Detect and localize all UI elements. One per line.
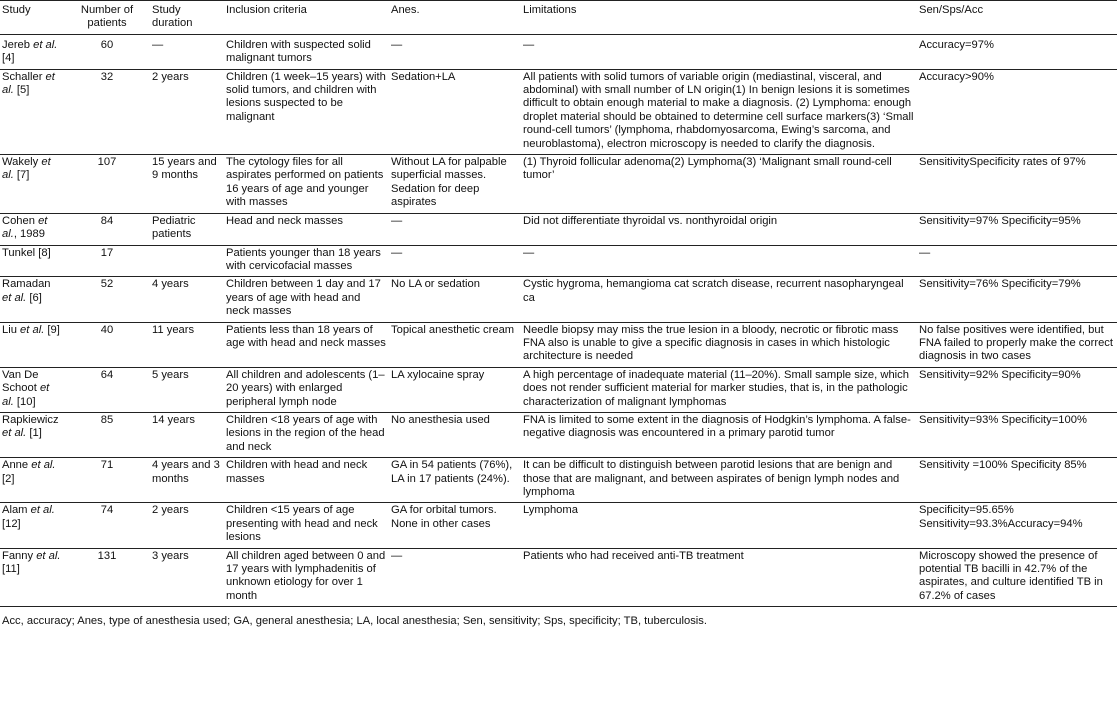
cell-sen: Sensitivity=76% Specificity=79%	[919, 278, 1081, 291]
cell-duration: 5 years	[152, 368, 189, 381]
study-ref: [8]	[35, 246, 51, 259]
study-etal: et al.	[2, 156, 51, 182]
study-ref: [2]	[2, 472, 15, 485]
cell-study	[0, 69, 64, 154]
table-header	[0, 1, 1117, 35]
cell-duration: 14 years	[152, 413, 195, 426]
study-ref: [9]	[44, 323, 60, 336]
study-ref: [12]	[2, 517, 21, 530]
cell-sen: Specificity=95.65% Sensitivity=93.3%Accuracy=94%	[919, 504, 1083, 530]
cell-anes: Topical anesthetic cream	[391, 323, 515, 336]
study-author: Wakely	[2, 156, 39, 169]
table-row	[0, 458, 1117, 503]
cell-sen: Accuracy=97%	[919, 38, 994, 51]
header-row	[0, 1, 1117, 35]
cell-patients: 71	[100, 459, 114, 472]
cell-inclusion: Patients less than 18 years of age with head and neck masses	[226, 323, 386, 349]
cell-sen: Sensitivity =100% Specificity 85%	[919, 459, 1087, 472]
header-limitations: Limitations	[523, 4, 577, 16]
study-ref: [10]	[13, 395, 36, 408]
cell-inclusion: Children <18 years of age with lesions in the region of the head and neck	[226, 413, 385, 453]
cell-study	[0, 458, 64, 503]
study-etal: et al.	[2, 214, 48, 241]
cell-limitations: Did not differentiate thyroidal vs. nonthyroidal origin	[523, 214, 778, 227]
study-ref: [1]	[26, 427, 42, 440]
study-ref: [4]	[2, 52, 15, 65]
cell-inclusion: Children <15 years of age presenting with head and neck lesions	[226, 504, 378, 544]
cell-sen: Sensitivity=97% Specificity=95%	[919, 214, 1081, 227]
cell-inclusion: Children (1 week–15 years) with solid tumors, and children with lesions suspected to be malignant	[226, 70, 386, 123]
cell-anes: No anesthesia used	[391, 413, 490, 426]
cell-duration: 4 years	[152, 278, 189, 291]
study-etal: et al.	[33, 38, 58, 51]
study-etal: et al.	[20, 323, 45, 336]
cell-patients: 40	[100, 323, 114, 336]
cell-duration: 2 years	[152, 504, 189, 517]
cell-anes: —	[391, 246, 403, 259]
cell-sen: Sensitivity=93% Specificity=100%	[919, 413, 1087, 426]
cell-sen: Accuracy>90%	[919, 70, 994, 83]
cell-anes: LA xylocaine spray	[391, 368, 485, 381]
cell-limitations: —	[523, 38, 535, 51]
cell-sen: Microscopy showed the presence of potential TB bacilli in 42.7% of the aspirates, and culture identified TB in 67.2% of cases	[919, 549, 1103, 602]
study-etal: et al.	[36, 549, 61, 562]
study-author: Tunkel	[2, 246, 36, 259]
cell-patients: 64	[100, 368, 114, 381]
cell-patients: 107	[97, 156, 117, 169]
cell-anes: —	[391, 38, 403, 51]
table-row	[0, 34, 1117, 69]
study-author: Van De Schoot	[2, 368, 39, 395]
cell-limitations: A high percentage of inadequate material (11–20%). Small sample size, which does not render sufficient material for marker studies, that is, in the pathologic characterization of malignant lymphomas	[523, 368, 909, 408]
cell-duration: 11 years	[152, 323, 195, 336]
header-sen: Sen/Sps/Acc	[919, 4, 984, 16]
cell-inclusion: Patients younger than 18 years with cervicofacial masses	[226, 246, 381, 272]
cell-anes: No LA or sedation	[391, 278, 480, 291]
cell-inclusion: Children with head and neck masses	[226, 459, 368, 485]
cell-study	[0, 412, 64, 457]
cell-duration: —	[152, 38, 164, 51]
cell-patients: 84	[100, 214, 114, 227]
table-row	[0, 213, 1117, 245]
study-etal: et al.	[2, 427, 27, 440]
study-author: Schaller	[2, 70, 43, 83]
cell-study	[0, 548, 64, 607]
table-row	[0, 277, 1117, 322]
table-row	[0, 245, 1117, 277]
table-body	[0, 34, 1117, 606]
header-patients: Number of patients	[80, 4, 134, 30]
study-etal: et al.	[2, 291, 27, 304]
cell-inclusion: All children and adolescents (1–20 years) with enlarged peripheral lymph node	[226, 368, 385, 408]
cell-limitations: It can be difficult to distinguish between parotid lesions that are benign and those that are malignant, and between aspirates of benign lymph nodes and lymphoma	[523, 459, 900, 498]
cell-anes: GA for orbital tumors. None in other cases	[391, 504, 497, 530]
cell-study	[0, 245, 64, 277]
cell-study	[0, 155, 64, 214]
cell-limitations: Patients who had received anti-TB treatment	[523, 549, 744, 562]
study-ref: [5]	[13, 84, 30, 97]
cell-duration: 3 years	[152, 549, 189, 562]
cell-patients: 60	[100, 38, 114, 51]
cell-limitations: Cystic hygroma, hemangioma cat scratch disease, recurrent nasopharyngeal ca	[523, 278, 904, 304]
study-author: Anne	[2, 459, 29, 472]
study-author: Jereb	[2, 38, 30, 51]
study-ref: [6]	[26, 291, 42, 304]
cell-patients: 131	[97, 549, 117, 562]
cell-sen: —	[919, 246, 931, 259]
study-etal: et al.	[30, 504, 55, 517]
table-row	[0, 548, 1117, 607]
table-row	[0, 69, 1117, 154]
study-ref: [7]	[13, 169, 30, 182]
cell-patients: 52	[100, 278, 114, 291]
cell-patients: 32	[100, 70, 114, 83]
header-study: Study	[2, 4, 31, 16]
cell-duration: 4 years and 3 months	[152, 459, 220, 485]
cell-limitations: Needle biopsy may miss the true lesion in a bloody, necrotic or fibrotic mass FNA also is unable to give a specific diagnosis in cases in which histologic architecture is needed	[523, 323, 899, 363]
cell-limitations: Lymphoma	[523, 504, 578, 517]
cell-anes: Without LA for palpable superficial masses. Sedation for deep aspirates	[391, 156, 507, 209]
cell-patients: 85	[100, 413, 114, 426]
study-ref: [11]	[2, 563, 20, 576]
cell-sen: Sensitivity=92% Specificity=90%	[919, 368, 1081, 381]
header-duration: Study duration	[152, 4, 193, 30]
cell-patients: 17	[100, 246, 114, 259]
cell-inclusion: Children between 1 day and 17 years of age with head and neck masses	[226, 278, 381, 318]
cell-study	[0, 213, 64, 245]
cell-duration	[150, 245, 224, 277]
cell-sen: No false positives were identified, but FNA failed to properly make the correct diagnosis in two cases	[919, 323, 1113, 363]
cell-limitations: FNA is limited to some extent in the diagnosis of Hodgkin’s lymphoma. A false-negative diagnosis was encountered in a primary parotid tumor	[523, 413, 911, 440]
study-etal: et al.	[2, 382, 50, 408]
study-ref: , 1989	[13, 228, 45, 241]
cell-sen: SensitivitySpecificity rates of 97%	[919, 156, 1086, 169]
cell-anes: GA in 54 patients (76%), LA in 17 patients (24%).	[391, 459, 513, 485]
table-footnote: Acc, accuracy; Anes, type of anesthesia used; GA, general anesthesia; LA, local anesthesia; Sen, sensitivity; Sps, specificity; TB, tuberculosis.	[2, 615, 707, 628]
cell-anes: —	[391, 214, 403, 227]
cell-inclusion: Head and neck masses	[226, 214, 343, 227]
cell-inclusion: All children aged between 0 and 17 years with lymphadenitis of unknown etiology for over 1 month	[226, 549, 386, 602]
cell-study	[0, 322, 64, 367]
cell-study	[0, 367, 64, 412]
cell-duration: Pediatric patients	[152, 214, 196, 241]
cell-anes: Sedation+LA	[391, 70, 456, 83]
cell-limitations: All patients with solid tumors of variable origin (mediastinal, visceral, and abdominal) with small number of LN origin(1) In benign lesions it is sometimes difficult to obtain enough material to make a diagnosis. (2) Lymphoma: enough droplet material should be obtained to determine cell surface markers(3) ‘Small round-cell tumors’ (lymphoma, rhabdomyosarcoma, Ewing’s sarcoma, and neuroblastoma), electron microscopy is needed to clarify the diagnosis.	[523, 70, 914, 150]
header-inclusion: Inclusion criteria	[226, 4, 307, 16]
study-author: Ramadan	[2, 278, 51, 291]
header-anes: Anes.	[391, 4, 420, 16]
study-etal: et al.	[31, 459, 56, 472]
study-author: Alam	[2, 504, 28, 517]
study-author: Fanny	[2, 549, 34, 562]
study-etal: et al.	[2, 70, 55, 97]
study-author: Cohen	[2, 214, 35, 227]
cell-anes: —	[391, 549, 403, 562]
cell-limitations: (1) Thyroid follicular adenoma(2) Lymphoma(3) ‘Malignant small round-cell tumor’	[523, 156, 892, 182]
study-author: Liu	[2, 323, 17, 336]
table-row	[0, 367, 1117, 412]
cell-duration: 2 years	[152, 70, 189, 83]
cell-study	[0, 277, 64, 322]
cell-study	[0, 34, 64, 69]
cell-inclusion: The cytology files for all aspirates performed on patients 16 years of age and younger with masses	[226, 156, 384, 209]
cell-patients: 74	[100, 504, 114, 517]
table-row	[0, 322, 1117, 367]
study-author: Rapkiewicz	[2, 413, 59, 426]
cell-limitations: —	[523, 246, 535, 259]
table-row	[0, 412, 1117, 457]
cell-duration: 15 years and 9 months	[152, 156, 217, 182]
cell-study	[0, 503, 64, 548]
cell-inclusion: Children with suspected solid malignant tumors	[226, 38, 371, 65]
table-row	[0, 503, 1117, 548]
table-row	[0, 155, 1117, 214]
